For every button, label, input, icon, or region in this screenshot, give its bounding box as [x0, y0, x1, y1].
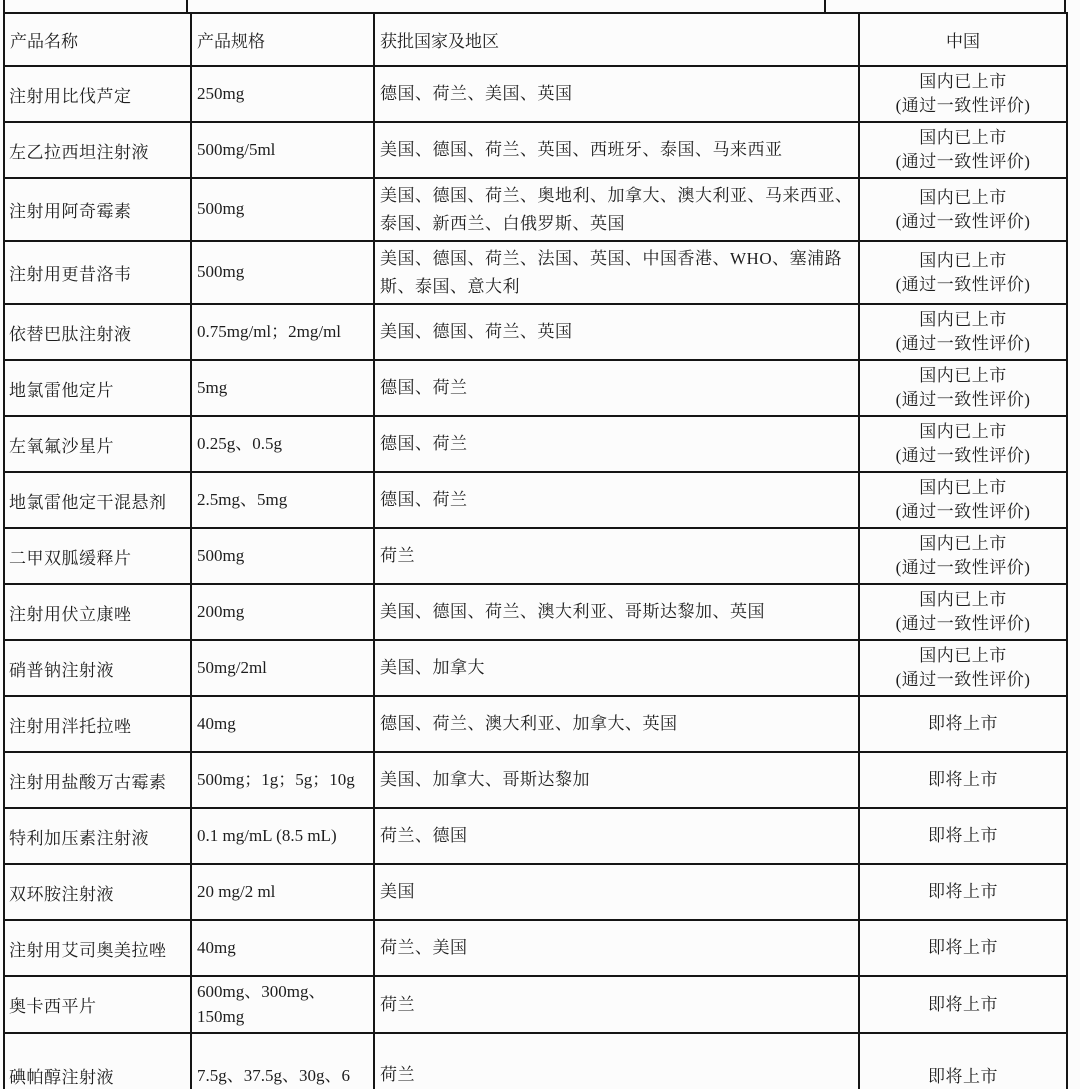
china-status-text: 即将上市 [928, 826, 998, 846]
approved-regions-cell: 美国、德国、荷兰、法国、英国、中国香港、WHO、塞浦路斯、泰国、意大利 [374, 241, 859, 304]
table-row [4, 528, 1067, 584]
product-spec-cell: 500mg [191, 528, 374, 584]
approved-regions-cell: 美国、德国、荷兰、英国 [374, 304, 859, 360]
china-status-cell [859, 66, 1067, 122]
approved-regions-cell: 美国、加拿大、哥斯达黎加 [374, 752, 859, 808]
table-header-row [4, 13, 1067, 66]
china-status-text: 国内已上市 [919, 310, 1007, 330]
approved-regions-cell: 荷兰 [374, 528, 859, 584]
china-status-text: 国内已上市 [919, 534, 1007, 554]
china-status-cell [859, 122, 1067, 178]
product-spec-cell: 50mg/2ml [191, 640, 374, 696]
china-status-cell [859, 640, 1067, 696]
cropped-row-above [3, 0, 1066, 12]
china-status-text: 即将上市 [928, 770, 998, 790]
china-status-note: (通过一致性评价) [895, 274, 1031, 294]
product-spec-cell: 0.75mg/ml；2mg/ml [191, 304, 374, 360]
china-status-text: 国内已上市 [919, 187, 1007, 207]
table-row [4, 66, 1067, 122]
china-status-text: 即将上市 [928, 714, 998, 734]
product-approval-table [3, 12, 1068, 1089]
product-spec-cell: 200mg [191, 584, 374, 640]
china-status-note: (通过一致性评价) [895, 390, 1031, 410]
approved-regions-cell: 美国、德国、荷兰、奥地利、加拿大、澳大利亚、马来西亚、泰国、新西兰、白俄罗斯、英国 [374, 178, 859, 241]
table-row [4, 360, 1067, 416]
product-spec-cell: 5mg [191, 360, 374, 416]
header-product-spec: 产品规格 [191, 13, 374, 66]
product-spec-cell: 500mg [191, 178, 374, 241]
product-name-cell: 左乙拉西坦注射液 [4, 122, 191, 178]
product-name-cell: 注射用伏立康唑 [4, 584, 191, 640]
china-status-text: 即将上市 [928, 938, 998, 958]
table-row [4, 864, 1067, 920]
table-row [4, 122, 1067, 178]
product-spec-cell: 250mg [191, 66, 374, 122]
china-status-cell [859, 976, 1067, 1033]
product-name-cell: 地氯雷他定片 [4, 360, 191, 416]
product-spec-cell: 500mg/5ml [191, 122, 374, 178]
approved-regions-cell: 荷兰、德国 [374, 808, 859, 864]
china-status-cell [859, 752, 1067, 808]
product-name-cell: 双环胺注射液 [4, 864, 191, 920]
china-status-text: 国内已上市 [919, 422, 1007, 442]
product-spec-cell: 0.25g、0.5g [191, 416, 374, 472]
china-status-text: 国内已上市 [919, 128, 1007, 148]
china-status-text: 国内已上市 [919, 478, 1007, 498]
china-status-note: (通过一致性评价) [895, 614, 1031, 634]
product-spec-cell: 500mg [191, 241, 374, 304]
product-spec-cell: 7.5g、37.5g、30g、6 [191, 1033, 374, 1089]
table-row [4, 696, 1067, 752]
china-status-note: (通过一致性评价) [895, 446, 1031, 466]
approved-regions-cell: 美国、德国、荷兰、英国、西班牙、泰国、马来西亚 [374, 122, 859, 178]
product-spec-cell: 500mg；1g；5g；10g [191, 752, 374, 808]
header-china-status: 中国 [859, 13, 1067, 66]
china-status-note: (通过一致性评价) [895, 334, 1031, 354]
china-status-text: 国内已上市 [919, 590, 1007, 610]
china-status-cell [859, 304, 1067, 360]
china-status-note: (通过一致性评价) [895, 152, 1031, 171]
product-name-cell: 碘帕醇注射液 [4, 1033, 191, 1089]
approved-regions-cell: 德国、荷兰 [374, 416, 859, 472]
table-row [4, 920, 1067, 976]
product-spec-cell: 2.5mg、5mg [191, 472, 374, 528]
china-status-cell [859, 416, 1067, 472]
china-status-note: (通过一致性评价) [895, 502, 1031, 522]
approved-regions-cell: 美国 [374, 864, 859, 920]
china-status-cell [859, 241, 1067, 304]
china-status-note: (通过一致性评价) [895, 96, 1031, 115]
table-row [4, 976, 1067, 1033]
product-name-cell: 注射用比伐芦定 [4, 66, 191, 122]
china-status-text: 即将上市 [928, 882, 998, 902]
table-row [4, 178, 1067, 241]
table-row [4, 241, 1067, 304]
header-product-name: 产品名称 [4, 13, 191, 66]
china-status-note: (通过一致性评价) [895, 558, 1031, 578]
china-status-text: 即将上市 [928, 994, 998, 1014]
header-approved-regions: 获批国家及地区 [374, 13, 859, 66]
table-row [4, 416, 1067, 472]
product-spec-cell: 0.1 mg/mL (8.5 mL) [191, 808, 374, 864]
china-status-text: 国内已上市 [919, 366, 1007, 386]
product-name-cell: 硝普钠注射液 [4, 640, 191, 696]
table-row [4, 752, 1067, 808]
china-status-cell [859, 864, 1067, 920]
grid-line [824, 0, 826, 12]
china-status-cell [859, 1033, 1067, 1089]
china-status-note: (通过一致性评价) [895, 670, 1031, 690]
china-status-text: 即将上市 [928, 1066, 998, 1086]
approved-regions-cell: 荷兰 [374, 1033, 859, 1089]
product-name-cell: 二甲双胍缓释片 [4, 528, 191, 584]
approved-regions-cell: 美国、加拿大 [374, 640, 859, 696]
product-spec-cell: 20 mg/2 ml [191, 864, 374, 920]
table-row [4, 584, 1067, 640]
product-name-cell: 注射用艾司奥美拉唑 [4, 920, 191, 976]
approved-regions-cell: 德国、荷兰 [374, 360, 859, 416]
china-status-cell [859, 808, 1067, 864]
china-status-cell [859, 528, 1067, 584]
china-status-text: 国内已上市 [919, 646, 1007, 666]
product-name-cell: 特利加压素注射液 [4, 808, 191, 864]
table-row [4, 472, 1067, 528]
china-status-cell [859, 584, 1067, 640]
product-name-cell: 依替巴肽注射液 [4, 304, 191, 360]
product-spec-cell: 40mg [191, 696, 374, 752]
china-status-cell [859, 360, 1067, 416]
product-spec-cell: 40mg [191, 920, 374, 976]
china-status-text: 国内已上市 [919, 250, 1007, 270]
approved-regions-cell: 荷兰、美国 [374, 920, 859, 976]
approved-regions-cell: 德国、荷兰、澳大利亚、加拿大、英国 [374, 696, 859, 752]
table-row [4, 1033, 1067, 1089]
grid-line [186, 0, 188, 12]
product-name-cell: 奥卡西平片 [4, 976, 191, 1033]
china-status-note: (通过一致性评价) [895, 211, 1031, 231]
table-row [4, 304, 1067, 360]
table-row [4, 640, 1067, 696]
product-name-cell: 注射用盐酸万古霉素 [4, 752, 191, 808]
china-status-cell [859, 920, 1067, 976]
china-status-text: 国内已上市 [919, 72, 1007, 92]
product-name-cell: 地氯雷他定干混悬剂 [4, 472, 191, 528]
table-row [4, 808, 1067, 864]
approved-regions-cell: 德国、荷兰、美国、英国 [374, 66, 859, 122]
approved-regions-cell: 美国、德国、荷兰、澳大利亚、哥斯达黎加、英国 [374, 584, 859, 640]
product-name-cell: 注射用更昔洛韦 [4, 241, 191, 304]
china-status-cell [859, 696, 1067, 752]
product-spec-cell: 600mg、300mg、150mg [191, 976, 374, 1033]
product-name-cell: 注射用泮托拉唑 [4, 696, 191, 752]
approved-regions-cell: 荷兰 [374, 976, 859, 1033]
china-status-cell [859, 472, 1067, 528]
approved-regions-cell: 德国、荷兰 [374, 472, 859, 528]
china-status-cell [859, 178, 1067, 241]
product-name-cell: 注射用阿奇霉素 [4, 178, 191, 241]
product-name-cell: 左氧氟沙星片 [4, 416, 191, 472]
